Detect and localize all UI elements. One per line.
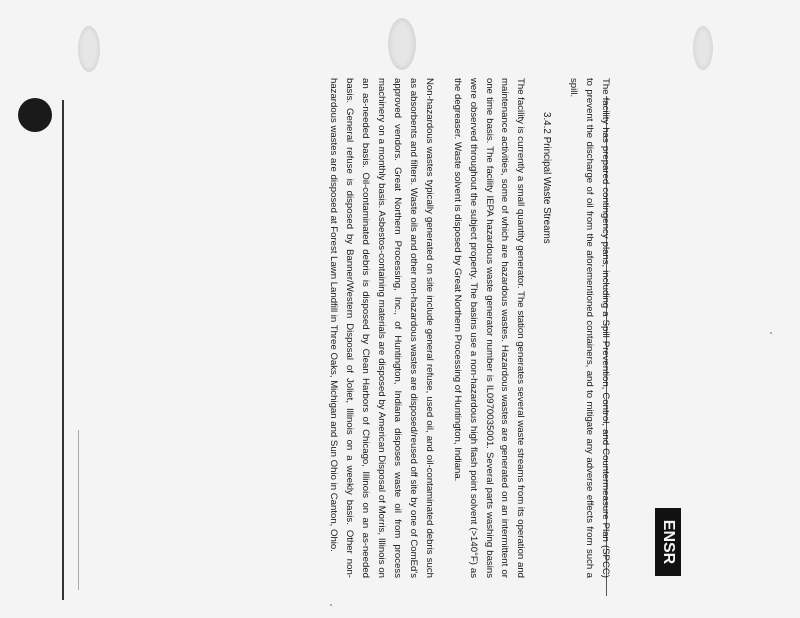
paragraph-non-hazardous-wastes: Non-hazardous wastes typically generated on site include general refuse, used oil, and oil-contaminated debris such as absorbents and filters. Waste oils and other non-hazardous wastes are disposed/reused off site by one of ComEd's approved vendors. Great Northern Processing, Inc., of Huntington, Indiana disposes waste oil from process machinery on a monthly basis. Asbestos-containing materials are disposed by American Disposal of Morris, Illinois on an as-needed basis. Oil-contaminated debris is disposed by Clean Harbors of Chicago, Illinois on an as-needed basis. General refuse is disposed by Banner/Western Disposal of Joliet, Illinois on a weekly basis. Other non-hazardous wastes are disposed at Forest Lawn Landfill in Three Oaks, Michigan and Sun Ohio in Canton, Ohio. xyxy=(328,78,435,578)
section-title: Principal Waste Streams xyxy=(541,136,553,244)
punch-hole xyxy=(693,26,713,70)
punch-hole xyxy=(78,26,100,72)
scan-speck xyxy=(770,332,772,334)
logo-text: ENSR xyxy=(659,519,677,565)
binder-mark xyxy=(18,98,52,132)
intro-paragraph: The facility has prepared contingency plans, including a Spill Prevention, Control, and Countermeasure Plan (SPCC) to prevent the discharge of oil from the aforementioned containers, and to mitigate any adverse effects from such a spill. xyxy=(568,78,611,578)
punch-hole xyxy=(388,18,416,70)
section-heading xyxy=(538,112,554,578)
document-body xyxy=(120,78,620,578)
rotated-text-frame xyxy=(120,78,620,578)
scan-edge-line xyxy=(78,430,79,590)
paragraph-hazardous-wastes: The facility is currently a small quantity generator. The station generates several waste streams from its operation and maintenance activities, some of which are hazardous wastes. Hazardous wastes are generated on an intermittent or one time basis. The facility IEPA hazardous waste generator number is IL0970035001. Several parts washing basins were observed throughout the subject property. The basins use a non-hazardous high flash point solvent (>140°F) as the degreaser. Waste solvent is disposed by Great Northern Processing of Huntington, Indiana. xyxy=(451,78,527,578)
section-number: 3.4.2 xyxy=(541,112,553,134)
scan-speck xyxy=(330,604,332,606)
ensr-logo xyxy=(655,508,681,576)
scan-edge-line xyxy=(62,100,64,600)
